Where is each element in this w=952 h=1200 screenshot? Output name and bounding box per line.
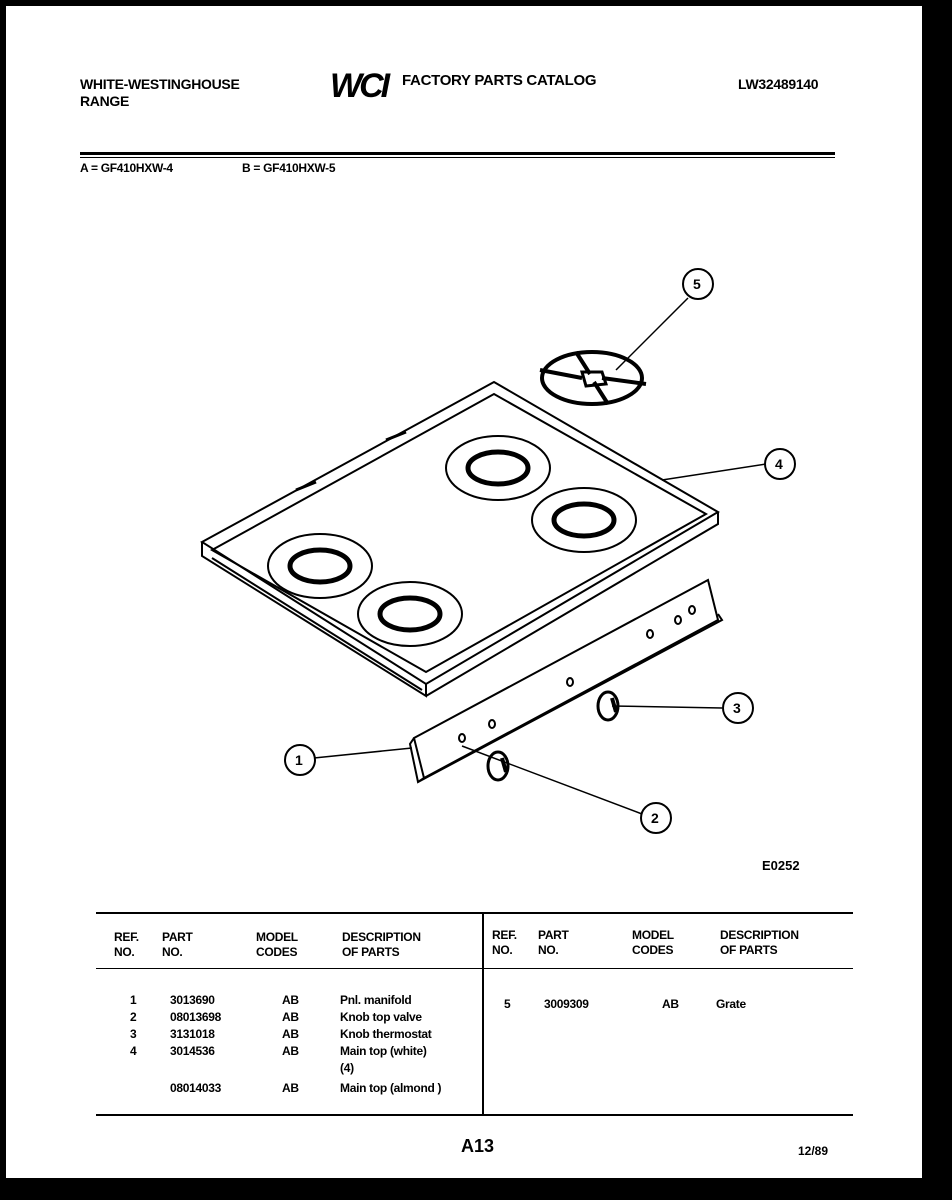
callout-4 — [765, 449, 795, 479]
row-part: 08013698 — [170, 1010, 221, 1024]
header-model-codes: MODEL CODES — [256, 930, 298, 959]
model-b: B = GF410HXW-5 — [242, 161, 336, 175]
document-number: LW32489140 — [738, 76, 819, 92]
row-desc: Knob top valve — [340, 1010, 422, 1024]
callout-label: 2 — [651, 810, 659, 826]
row-part: 3013690 — [170, 993, 215, 1007]
header-description-right: DESCRIPTION OF PARTS — [720, 928, 799, 957]
callout-label: 4 — [775, 456, 783, 472]
row-ref: 5 — [504, 997, 511, 1011]
catalog-date: 12/89 — [798, 1144, 829, 1158]
row-desc: Main top (almond ) — [340, 1081, 442, 1095]
row-model: AB — [282, 993, 299, 1007]
header-ref-no: REF. NO. — [114, 930, 139, 959]
callout-3 — [723, 693, 753, 723]
callout-2 — [641, 803, 671, 833]
logo-text: WCI — [330, 67, 388, 104]
header-ref-no-right: REF. NO. — [492, 928, 517, 957]
table-divider — [482, 912, 484, 1116]
row-ref: 2 — [130, 1010, 137, 1024]
row-model: AB — [662, 997, 679, 1011]
callout-1 — [285, 745, 315, 775]
row-ref: 3 — [130, 1027, 137, 1041]
grate-drawing — [540, 352, 646, 404]
row-part: 08014033 — [170, 1081, 221, 1095]
row-desc: Grate — [716, 997, 746, 1011]
row-desc-continued: (4) — [340, 1061, 354, 1075]
callout-label: 5 — [693, 276, 701, 292]
page-number: A13 — [461, 1136, 495, 1156]
header-model-codes-right: MODEL CODES — [632, 928, 674, 957]
table-bottom-rule — [96, 1114, 853, 1116]
header-part-no: PART NO. — [162, 930, 193, 959]
row-model: AB — [282, 1027, 299, 1041]
callout-label: 1 — [295, 752, 303, 768]
brand-name: WHITE-WESTINGHOUSE — [80, 76, 240, 92]
row-part: 3014536 — [170, 1044, 215, 1058]
row-desc: Main top (white) — [340, 1044, 427, 1058]
row-ref: 4 — [130, 1044, 137, 1058]
row-desc: Pnl. manifold — [340, 993, 412, 1007]
callout-5 — [683, 269, 713, 299]
table-header-rule-right — [484, 968, 853, 969]
row-ref: 1 — [130, 993, 137, 1007]
header-description: DESCRIPTION OF PARTS — [342, 930, 421, 959]
product-type: RANGE — [80, 93, 130, 109]
table-top-rule — [96, 912, 853, 914]
row-part: 3009309 — [544, 997, 589, 1011]
catalog-title: FACTORY PARTS CATALOG — [402, 72, 597, 89]
row-model: AB — [282, 1081, 299, 1095]
exploded-diagram — [6, 6, 922, 906]
row-desc: Knob thermostat — [340, 1027, 432, 1041]
callout-label: 3 — [733, 700, 741, 716]
row-part: 3131018 — [170, 1027, 215, 1041]
model-a: A = GF410HXW-4 — [80, 161, 173, 175]
row-model: AB — [282, 1010, 299, 1024]
header-part-no-right: PART NO. — [538, 928, 569, 957]
row-model: AB — [282, 1044, 299, 1058]
catalog-page — [6, 6, 922, 1178]
table-header-rule-left — [96, 968, 482, 969]
diagram-code: E0252 — [762, 858, 800, 873]
